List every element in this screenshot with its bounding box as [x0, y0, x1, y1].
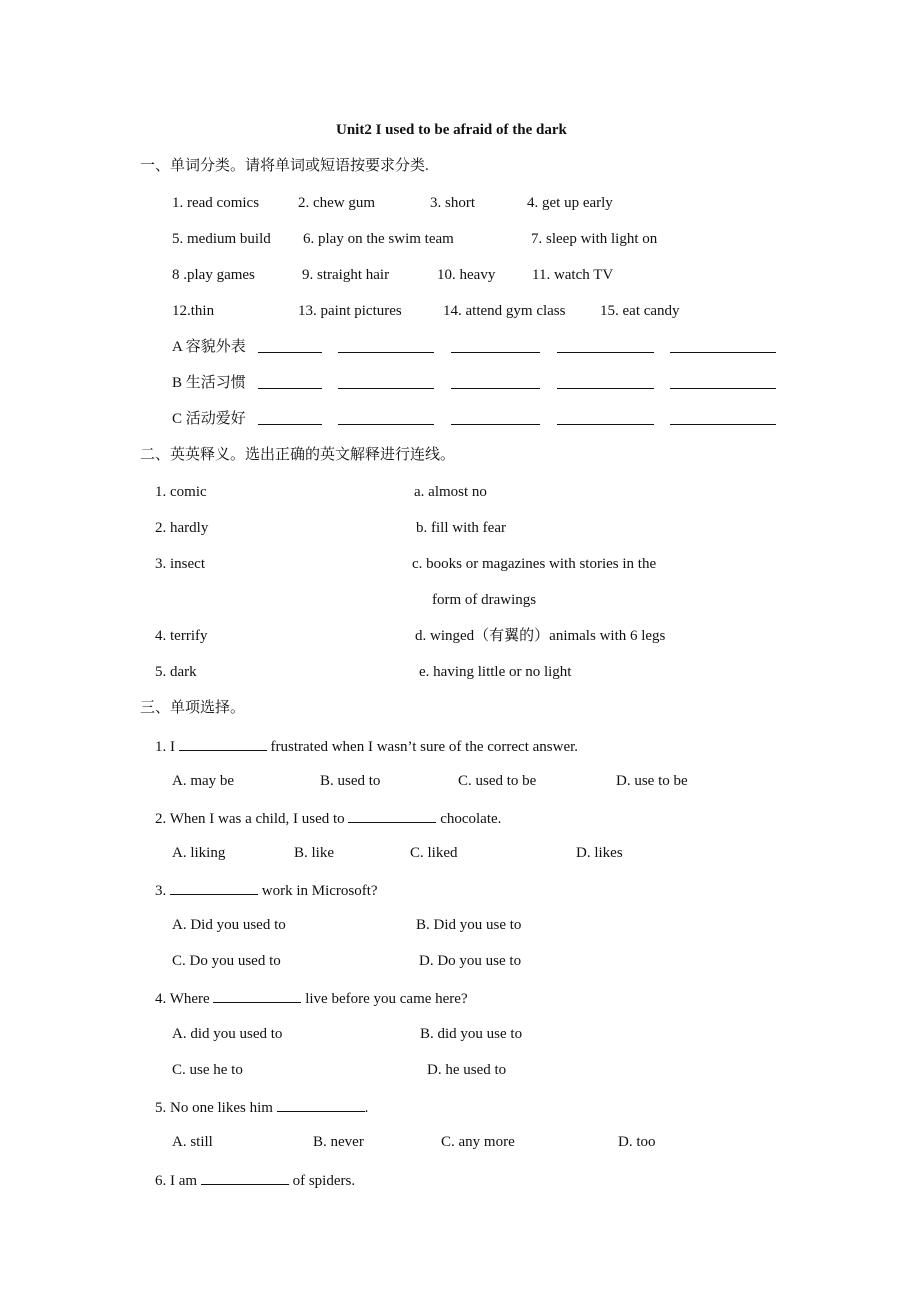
option-b[interactable]: B. like [294, 845, 334, 861]
answer-blank[interactable] [348, 808, 436, 823]
option-b[interactable]: B. Did you use to [416, 917, 522, 933]
answer-blank[interactable] [670, 410, 776, 425]
match-word: 2. hardly [155, 520, 209, 536]
question-text: work in Microsoft? [258, 883, 378, 899]
answer-blank[interactable] [557, 410, 654, 425]
option-a[interactable]: A. still [172, 1134, 213, 1150]
question-text: 3. [155, 883, 170, 899]
option-a[interactable]: A. liking [172, 845, 226, 861]
option-b[interactable]: B. never [313, 1134, 364, 1150]
answer-blank[interactable] [258, 410, 322, 425]
question-text: 5. No one likes him [155, 1100, 277, 1116]
question-text: . [364, 1100, 369, 1116]
option-a[interactable]: A. did you used to [172, 1026, 283, 1042]
question-4 [155, 988, 468, 1008]
option-b[interactable]: B. did you use to [420, 1026, 523, 1042]
answer-blank[interactable] [557, 338, 654, 353]
option-c[interactable]: C. use he to [172, 1062, 243, 1078]
answer-blank[interactable] [670, 374, 776, 389]
word-item: 15. eat candy [600, 303, 680, 319]
answer-blank[interactable] [338, 410, 434, 425]
question-text: frustrated when I wasn’t sure of the correct answer. [266, 739, 579, 755]
option-c[interactable]: C. liked [410, 845, 458, 861]
option-c[interactable]: C. Do you used to [172, 953, 281, 969]
option-d[interactable]: D. Do you use to [419, 953, 522, 969]
option-c[interactable]: C. used to be [458, 773, 537, 789]
category-b-label: B 生活习惯 [172, 375, 246, 391]
answer-blank[interactable] [338, 338, 434, 353]
option-d[interactable]: D. use to be [616, 773, 688, 789]
answer-blank[interactable] [451, 374, 540, 389]
question-1 [155, 736, 578, 756]
match-definition: b. fill with fear [416, 520, 506, 536]
category-a-label: A 容貌外表 [172, 339, 246, 355]
word-item: 14. attend gym class [443, 303, 566, 319]
question-3 [155, 880, 378, 900]
answer-blank[interactable] [451, 338, 540, 353]
answer-blank[interactable] [338, 374, 434, 389]
answer-blank[interactable] [201, 1170, 289, 1185]
match-word: 1. comic [155, 484, 207, 500]
word-item: 13. paint pictures [298, 303, 402, 319]
question-text: of spiders. [288, 1173, 356, 1189]
word-item: 11. watch TV [532, 267, 614, 283]
section1-heading: 一、单词分类。请将单词或短语按要求分类. [140, 158, 429, 174]
question-text: live before you came here? [301, 991, 468, 1007]
word-item: 7. sleep with light on [531, 231, 658, 247]
match-definition-cont: form of drawings [432, 592, 537, 608]
question-text: 2. When I was a child, I used to [155, 811, 349, 827]
option-b[interactable]: B. used to [320, 773, 381, 789]
match-definition: d. winged（有翼的）animals with 6 legs [415, 628, 666, 644]
match-definition: a. almost no [414, 484, 487, 500]
word-item: 8 .play games [172, 267, 255, 283]
answer-blank[interactable] [258, 374, 322, 389]
option-a[interactable]: A. Did you used to [172, 917, 286, 933]
option-c[interactable]: C. any more [441, 1134, 515, 1150]
question-text: 4. Where [155, 991, 214, 1007]
match-definition: e. having little or no light [419, 664, 572, 680]
match-word: 4. terrify [155, 628, 208, 644]
answer-blank[interactable] [557, 374, 654, 389]
answer-blank[interactable] [213, 988, 301, 1003]
word-item: 2. chew gum [298, 195, 376, 211]
answer-blank[interactable] [670, 338, 776, 353]
option-d[interactable]: D. he used to [427, 1062, 507, 1078]
word-item: 6. play on the swim team [303, 231, 454, 247]
page-title: Unit2 I used to be afraid of the dark [336, 122, 567, 138]
word-item: 3. short [430, 195, 475, 211]
answer-blank[interactable] [179, 736, 267, 751]
option-a[interactable]: A. may be [172, 773, 235, 789]
question-text: chocolate. [436, 811, 502, 827]
section3-heading: 三、单项选择。 [140, 700, 246, 716]
match-word: 5. dark [155, 664, 197, 680]
category-c-label: C 活动爱好 [172, 411, 246, 427]
question-text: 6. I am [155, 1173, 201, 1189]
word-item: 9. straight hair [302, 267, 390, 283]
question-5 [155, 1097, 368, 1117]
question-6 [155, 1170, 355, 1190]
answer-blank[interactable] [170, 880, 258, 895]
question-2 [155, 808, 501, 828]
answer-blank[interactable] [451, 410, 540, 425]
word-item: 5. medium build [172, 231, 271, 247]
option-d[interactable]: D. too [618, 1134, 656, 1150]
answer-blank[interactable] [258, 338, 322, 353]
word-item: 4. get up early [527, 195, 613, 211]
answer-blank[interactable] [277, 1097, 365, 1112]
question-text: 1. I [155, 739, 179, 755]
section2-heading: 二、英英释义。选出正确的英文解释进行连线。 [140, 447, 456, 463]
match-word: 3. insect [155, 556, 205, 572]
option-d[interactable]: D. likes [576, 845, 623, 861]
match-definition: c. books or magazines with stories in the [412, 556, 657, 572]
word-item: 12.thin [172, 303, 215, 319]
word-item: 10. heavy [437, 267, 496, 283]
word-item: 1. read comics [172, 195, 260, 211]
